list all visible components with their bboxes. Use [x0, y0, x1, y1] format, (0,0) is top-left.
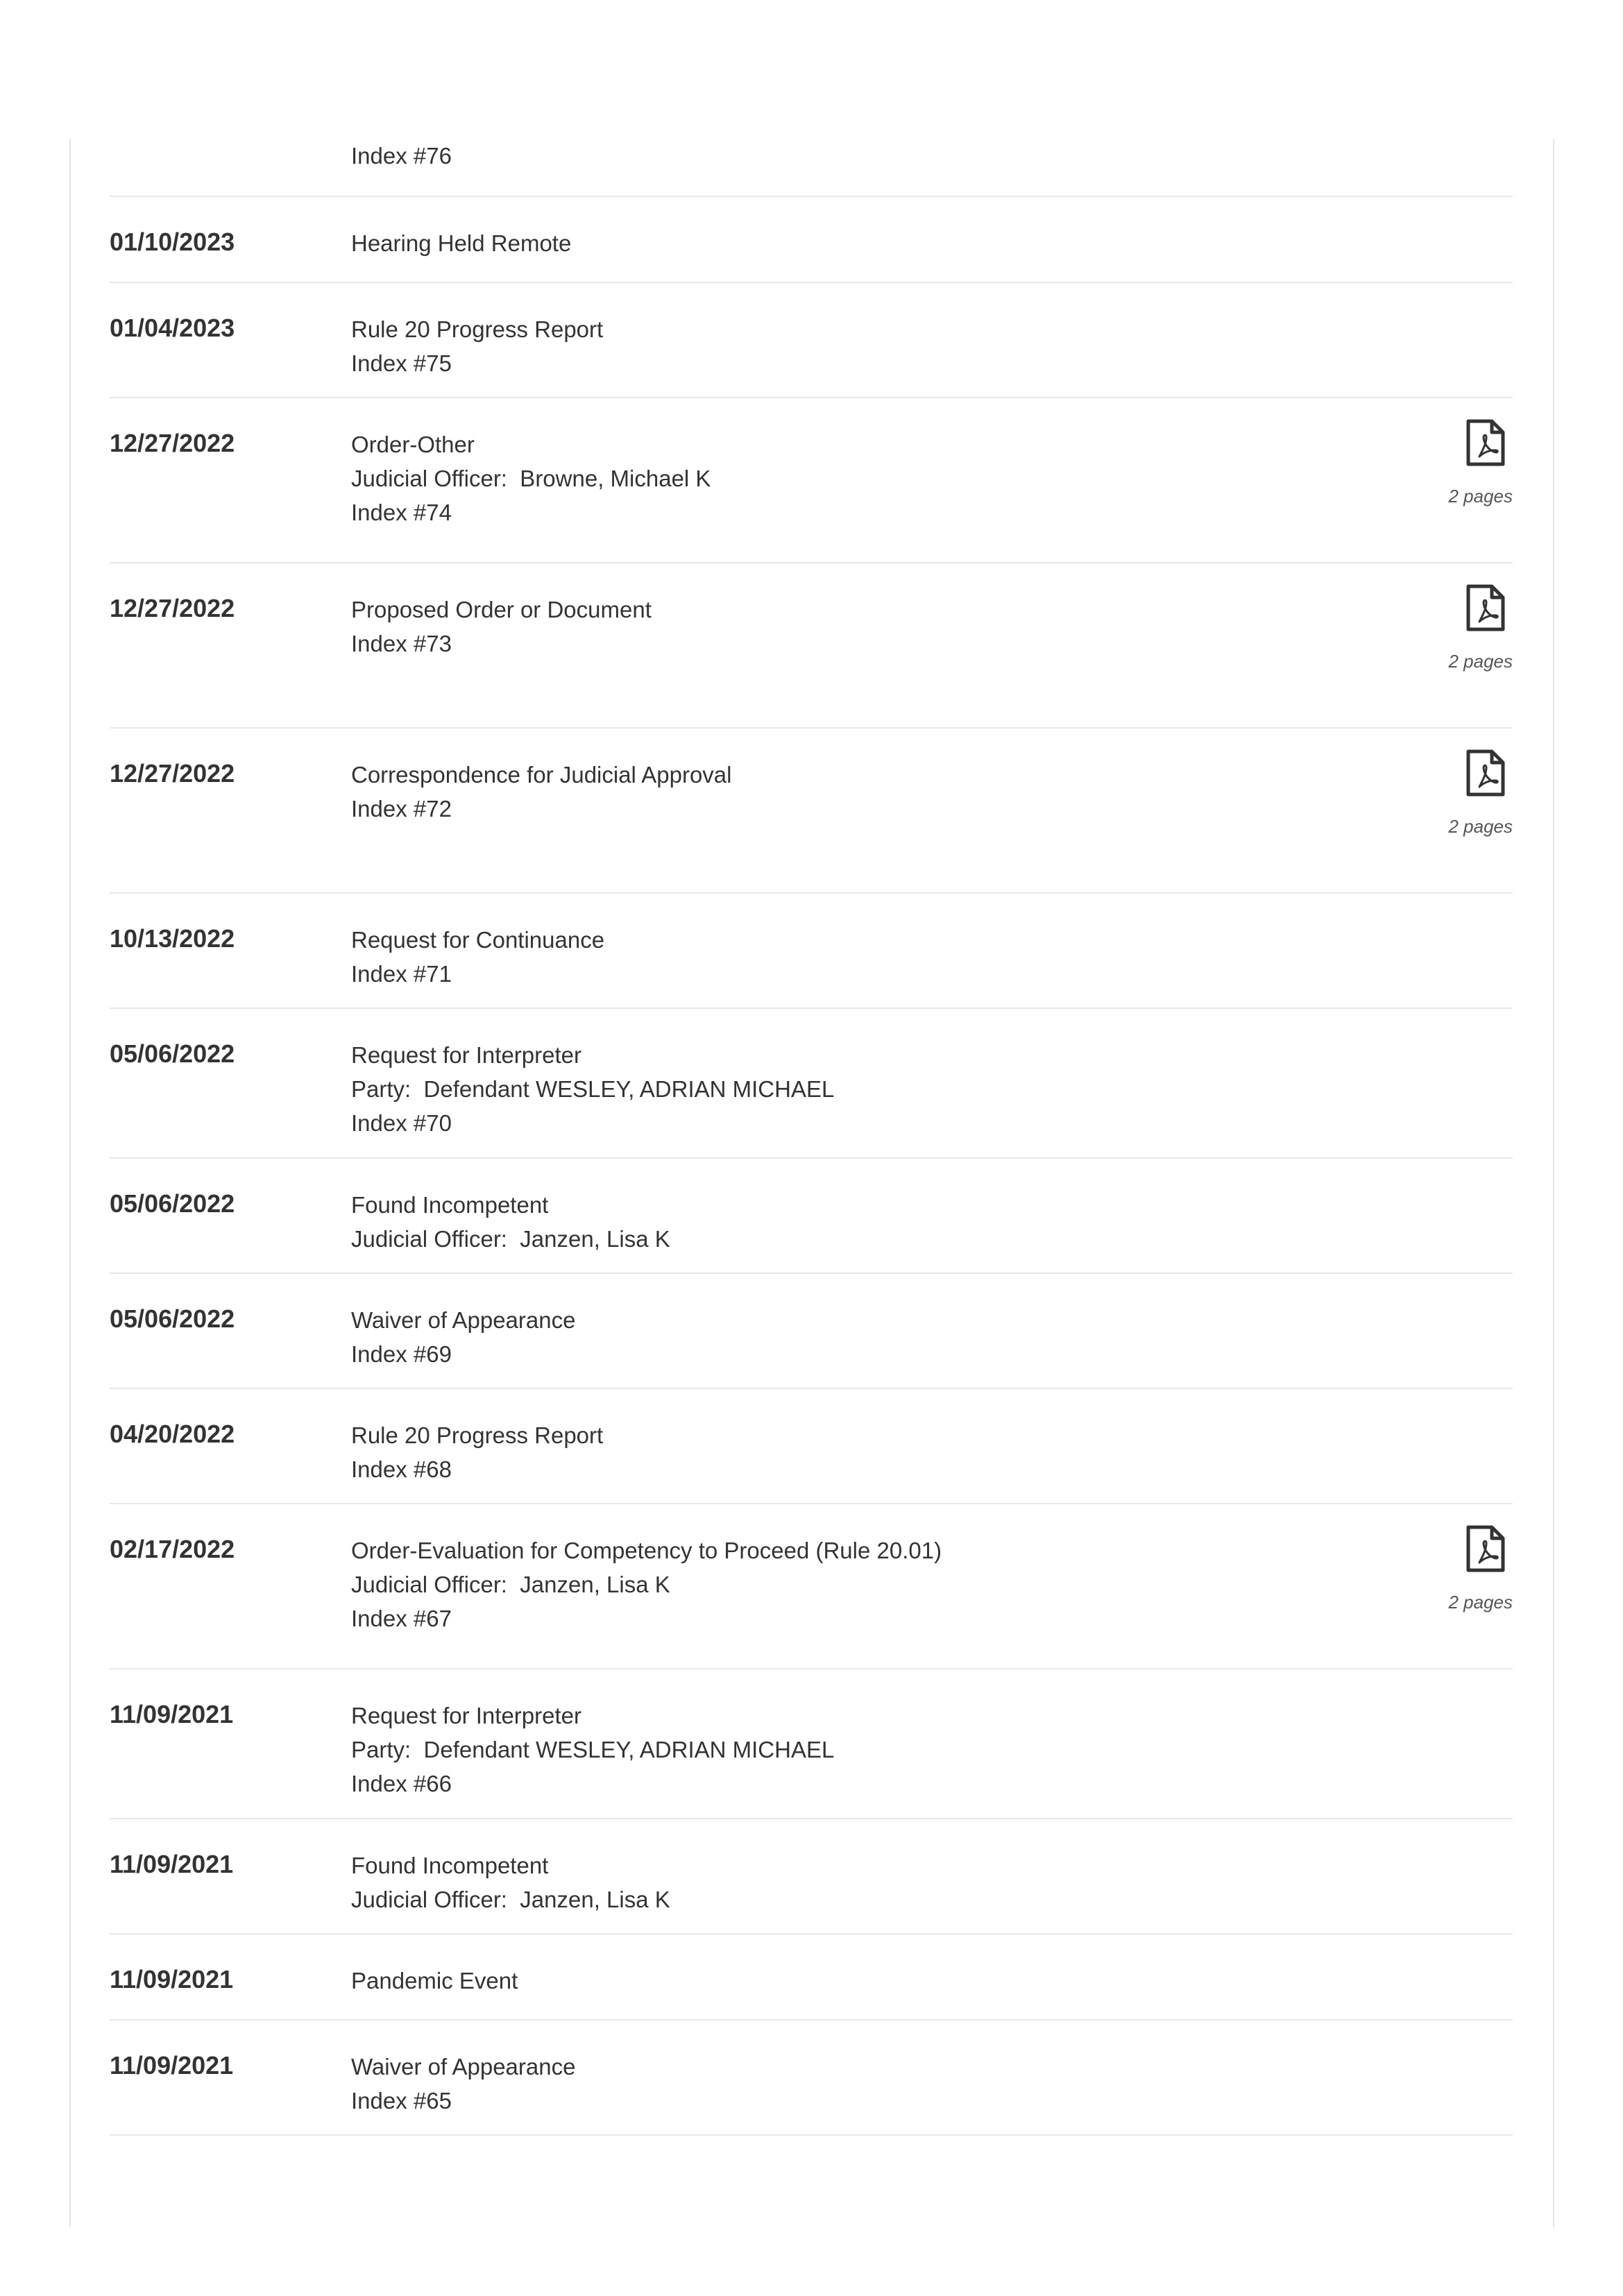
entry-line: Index #67 [351, 1606, 452, 1631]
entry-description [351, 758, 731, 826]
docket-entry-row [110, 398, 1513, 563]
entry-line: Index #66 [351, 1771, 452, 1796]
entry-description [351, 1964, 518, 1998]
entry-line: Rule 20 Progress Report [351, 1422, 604, 1448]
right-border [1553, 139, 1554, 2227]
entry-date: 11/09/2021 [110, 1700, 234, 1728]
document-link[interactable] [1416, 584, 1513, 702]
entry-line: Index #65 [351, 2088, 452, 2114]
page-count: 2 pages [1448, 486, 1513, 507]
entry-line: Index #68 [351, 1456, 452, 1482]
docket-entry-row [110, 1819, 1513, 1934]
docket-entry-row [110, 894, 1513, 1009]
docket-entry-row [110, 1274, 1513, 1389]
entry-date: 01/04/2023 [110, 314, 235, 342]
document-link[interactable] [1416, 749, 1513, 867]
docket-entry-row [110, 197, 1513, 283]
docket-entry-row [110, 1159, 1513, 1274]
entry-date: 10/13/2022 [110, 924, 235, 953]
entry-line: Request for Continuance [351, 927, 605, 953]
docket-entry-row [110, 1504, 1513, 1669]
docket-entry-row [110, 139, 1513, 197]
entry-line: Correspondence for Judicial Approval [351, 762, 732, 788]
docket-entry-row [110, 1009, 1513, 1159]
docket-entry-row [110, 1389, 1513, 1504]
docket-entry-row [110, 729, 1513, 894]
entry-line: Waiver of Appearance [351, 1307, 576, 1333]
pdf-document-icon[interactable] [1465, 749, 1506, 797]
entry-description [351, 1699, 834, 1801]
entry-description [351, 1188, 670, 1256]
entry-description [351, 1303, 575, 1371]
entry-line: Order-Other [351, 432, 475, 457]
entry-line: Proposed Order or Document [351, 597, 652, 622]
entry-description [351, 312, 603, 380]
pdf-document-icon[interactable] [1465, 419, 1506, 466]
entry-description [351, 226, 571, 260]
entry-description [351, 593, 652, 661]
entry-description [351, 2050, 575, 2118]
entry-date: 12/27/2022 [110, 759, 235, 788]
entry-line: Found Incompetent [351, 1853, 549, 1878]
entry-line: Judicial Officer: Janzen, Lisa K [351, 1226, 670, 1252]
entry-description [351, 1533, 942, 1635]
entry-line: Order-Evaluation for Competency to Proceed (Rule 20.01) [351, 1538, 942, 1563]
left-border [69, 139, 71, 2227]
entry-line: Index #69 [351, 1341, 452, 1367]
entry-date: 12/27/2022 [110, 594, 235, 622]
docket-entry-row [110, 283, 1513, 398]
page-count: 2 pages [1448, 651, 1513, 672]
docket-entry-list [110, 139, 1513, 2136]
pdf-document-icon[interactable] [1465, 1525, 1506, 1572]
entry-line: Index #72 [351, 796, 452, 822]
entry-line: Judicial Officer: Browne, Michael K [351, 466, 711, 491]
docket-entry-row [110, 2021, 1513, 2136]
entry-line: Rule 20 Progress Report [351, 316, 604, 342]
entry-date: 05/06/2022 [110, 1304, 235, 1333]
document-link[interactable] [1416, 1525, 1513, 1643]
entry-description [351, 1418, 603, 1486]
entry-line: Index #74 [351, 500, 452, 525]
entry-description [351, 139, 452, 173]
entry-line: Hearing Held Remote [351, 230, 572, 256]
entry-line: Index #71 [351, 961, 452, 987]
entry-line: Index #70 [351, 1110, 452, 1136]
entry-date: 11/09/2021 [110, 2051, 234, 2080]
entry-date: 04/20/2022 [110, 1420, 235, 1448]
document-link[interactable] [1416, 419, 1513, 537]
entry-date: 05/06/2022 [110, 1039, 235, 1068]
entry-description [351, 1038, 834, 1140]
entry-line: Waiver of Appearance [351, 2054, 576, 2080]
entry-line: Index #75 [351, 350, 452, 376]
entry-description [351, 427, 711, 529]
entry-description [351, 923, 604, 991]
docket-entry-row [110, 1669, 1513, 1819]
entry-line: Party: Defendant WESLEY, ADRIAN MICHAEL [351, 1076, 835, 1102]
page-count: 2 pages [1448, 1592, 1513, 1613]
entry-line: Judicial Officer: Janzen, Lisa K [351, 1572, 670, 1597]
entry-line: Request for Interpreter [351, 1042, 581, 1068]
entry-line: Party: Defendant WESLEY, ADRIAN MICHAEL [351, 1737, 835, 1762]
entry-line: Index #76 [351, 143, 452, 169]
entry-line: Found Incompetent [351, 1192, 549, 1218]
entry-date: 01/10/2023 [110, 228, 235, 256]
entry-line: Pandemic Event [351, 1968, 518, 1993]
entry-date: 05/06/2022 [110, 1189, 235, 1218]
entry-date: 12/27/2022 [110, 429, 235, 457]
entry-description [351, 1848, 670, 1916]
entry-line: Request for Interpreter [351, 1703, 581, 1728]
entry-date: 11/09/2021 [110, 1850, 234, 1878]
docket-entry-row [110, 1934, 1513, 2021]
entry-line: Judicial Officer: Janzen, Lisa K [351, 1887, 670, 1912]
entry-line: Index #73 [351, 631, 452, 656]
page-count: 2 pages [1448, 816, 1513, 837]
entry-date: 11/09/2021 [110, 1965, 234, 1993]
pdf-document-icon[interactable] [1465, 584, 1506, 631]
docket-entry-row [110, 563, 1513, 729]
entry-date: 02/17/2022 [110, 1535, 235, 1563]
